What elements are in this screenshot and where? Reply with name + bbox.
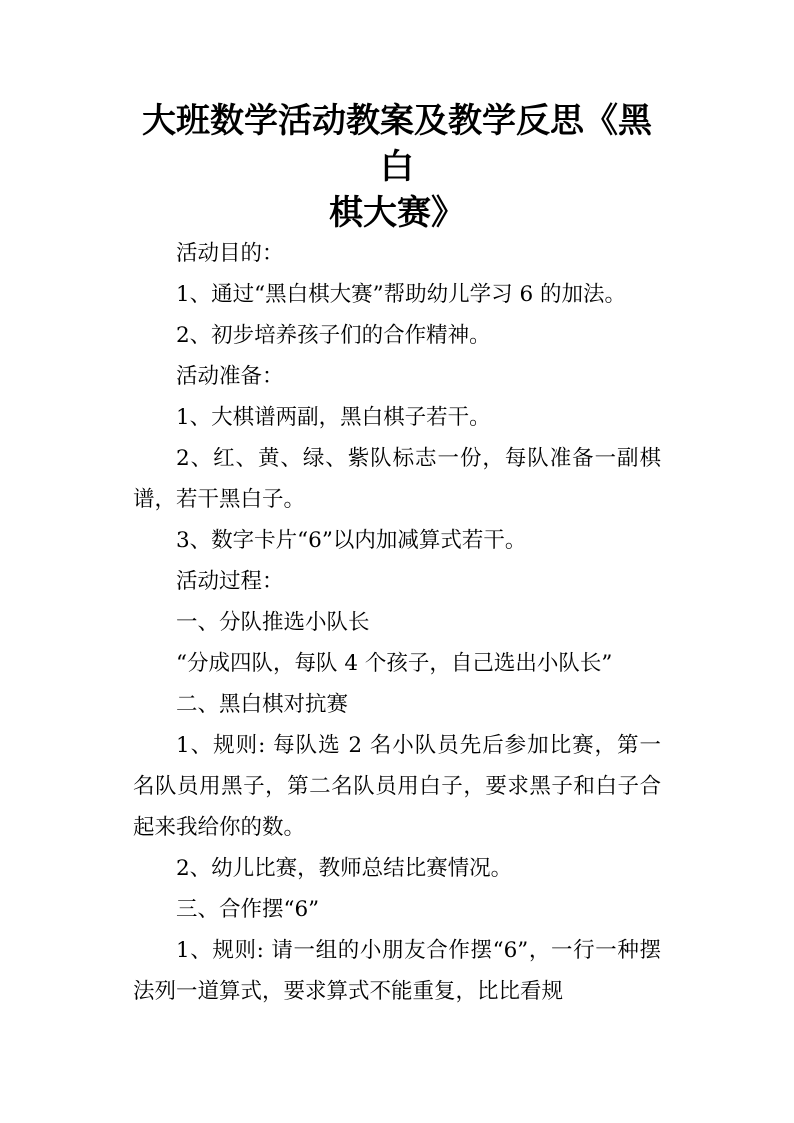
prep-item-2: 2、红、黄、绿、紫队标志一份，每队准备一副棋谱，若干黑白子。 <box>133 446 661 512</box>
document-body <box>133 233 661 1012</box>
step-1-quote: “分成四队，每队 4 个孩子，自己选出小队长” <box>176 651 613 676</box>
section-heading-preparation: 活动准备： <box>176 364 284 389</box>
step-heading-1: 一、分队推选小队长 <box>176 610 370 635</box>
goal-item-1: 1、通过“黑白棋大赛”帮助幼儿学习 6 的加法。 <box>176 282 627 307</box>
step-3-rule: 1、规则: 请一组的小朋友合作摆“6”，一行一种摆法列一道算式，要求算式不能重复，比比看规 <box>133 938 661 1004</box>
step-heading-2: 二、黑白棋对抗赛 <box>176 692 349 717</box>
goal-item-2: 2、初步培养孩子们的合作精神。 <box>176 323 491 348</box>
title-line-2: 棋大赛》 <box>329 193 465 233</box>
document-title <box>130 98 664 236</box>
step-2-rule: 1、规则: 每队选 2 名小队员先后参加比赛，第一名队员用黑子，第二名队员用白子，要求黑子和白子合起来我给你的数。 <box>133 733 661 840</box>
title-line-1: 大班数学活动教案及教学反思《黑白 <box>142 101 652 187</box>
section-heading-process: 活动过程： <box>176 569 284 594</box>
step-heading-3: 三、合作摆“6” <box>176 897 320 922</box>
prep-item-1: 1、大棋谱两副，黑白棋子若干。 <box>176 405 491 430</box>
step-2-summary: 2、幼儿比赛，教师总结比赛情况。 <box>176 856 513 881</box>
prep-item-3: 3、数字卡片“6”以内加减算式若干。 <box>176 528 527 553</box>
section-heading-goals: 活动目的： <box>176 241 284 266</box>
